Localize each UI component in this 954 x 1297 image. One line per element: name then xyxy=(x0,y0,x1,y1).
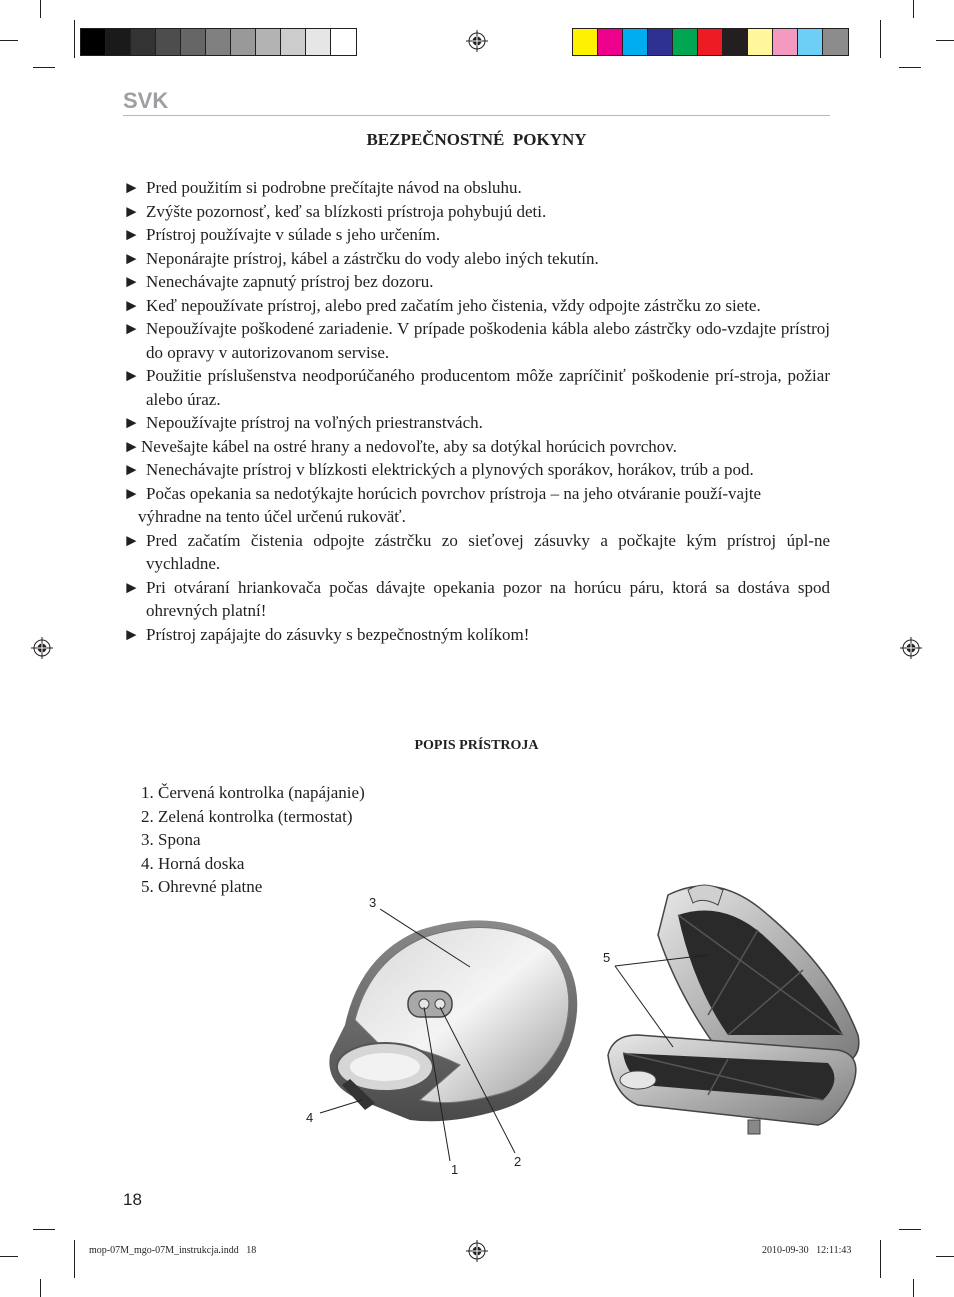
color-swatch xyxy=(573,29,598,55)
color-swatch xyxy=(748,29,773,55)
grayscale-color-bar xyxy=(80,28,357,56)
arrow-icon: ► xyxy=(123,319,140,338)
arrow-icon: ► xyxy=(123,366,140,385)
crop-mark xyxy=(913,0,914,18)
color-swatch xyxy=(623,29,648,55)
registration-mark-icon xyxy=(31,637,53,659)
list-item: 1. Červená kontrolka (napájanie) xyxy=(141,783,365,802)
color-swatch xyxy=(156,29,181,55)
safety-title: BEZPEČNOSTNÉ POKYNY xyxy=(366,130,587,149)
color-swatch xyxy=(131,29,156,55)
description-title: POPIS PRÍSTROJA xyxy=(414,738,539,753)
list-item: 5. Ohrevné platne xyxy=(141,877,263,896)
footer-file-name: mop-07M_mgo-07M_instrukcja.indd 18 xyxy=(89,1245,257,1256)
color-swatch xyxy=(723,29,748,55)
crop-mark xyxy=(899,67,921,68)
list-item: ► Použitie príslušenstva neodporúčaného producentom môže zapríčiniť poškodenie prí-stroja, požiar alebo úraz. xyxy=(123,366,830,409)
registration-mark-icon xyxy=(900,637,922,659)
arrow-icon: ► xyxy=(123,530,140,550)
crop-mark xyxy=(40,0,41,18)
callout-number-1: 1 xyxy=(451,1162,459,1177)
list-item: ► Pred začatím čistenia odpojte zástrčku zo sieťovej zásuvky a počkajte kým prístroj úpl-ne vychladne. xyxy=(123,530,830,573)
arrow-icon: ► xyxy=(123,624,140,644)
callout-number-4: 4 xyxy=(306,1110,314,1125)
color-swatch xyxy=(106,29,131,55)
arrow-icon: ► xyxy=(123,577,140,597)
list-item: ► Zvýšte pozornosť, keď sa blízkosti prístroja pohybujú deti. xyxy=(123,200,830,224)
list-item: ► Pri otváraní hriankovača počas dávajte opekania pozor na horúcu páru, ktorá sa dostáva spod ohrevných platní! xyxy=(123,577,830,620)
list-item: ► Nenechávajte prístroj v blízkosti elektrických a plynových sporákov, horákov, trúb a pod. xyxy=(123,458,830,482)
color-swatch xyxy=(698,29,723,55)
crop-mark xyxy=(0,1256,18,1257)
crop-mark xyxy=(899,1229,921,1230)
footer-timestamp: 2010-09-30 12:11:43 xyxy=(762,1245,852,1256)
list-item: 2. Zelená kontrolka (termostat) xyxy=(141,806,353,826)
arrow-icon: ► xyxy=(123,460,140,479)
crop-mark xyxy=(33,1229,55,1230)
arrow-icon: ► xyxy=(123,201,140,221)
list-item: ► Neponárajte prístroj, kábel a zástrčku do vody alebo iných tekutín. xyxy=(123,247,830,271)
list-item: ► Prístroj zapájajte do zásuvky s bezpečnostným kolíkom! xyxy=(123,623,830,647)
arrow-icon: ► xyxy=(123,483,140,503)
crop-mark xyxy=(74,1240,75,1278)
arrow-icon: ► xyxy=(123,436,140,456)
color-swatch xyxy=(823,29,848,55)
registration-mark-icon xyxy=(466,30,488,52)
list-item: ► Nepoužívajte prístroj na voľných priestranstvách. xyxy=(123,411,830,435)
crop-mark xyxy=(936,1256,954,1257)
page-number: 18 xyxy=(123,1190,142,1209)
list-item: 4. Horná doska xyxy=(141,853,245,873)
arrow-icon: ► xyxy=(123,225,140,244)
color-swatch xyxy=(281,29,306,55)
arrow-icon: ► xyxy=(123,272,140,291)
crop-mark xyxy=(33,67,55,68)
list-item: ► Nenechávajte zapnutý prístroj bez dozoru. xyxy=(123,270,830,294)
sandwich-maker-closed-illustration xyxy=(300,895,590,1185)
list-item: ► Nevešajte kábel na ostré hrany a nedovoľte, aby sa dotýkal horúcich povrchov. xyxy=(123,435,830,459)
arrow-icon: ► xyxy=(123,413,140,432)
registration-mark-icon xyxy=(466,1240,488,1262)
sandwich-maker-open-illustration xyxy=(598,875,868,1145)
color-swatch xyxy=(673,29,698,55)
list-item: ► Nepoužívajte poškodené zariadenie. V prípade poškodenia kábla alebo zástrčky odo-vzdajte prístroj do opravy v autorizovanom servise. xyxy=(123,319,830,362)
crop-mark xyxy=(880,1240,881,1278)
arrow-icon: ► xyxy=(123,295,140,315)
callout-number-2: 2 xyxy=(514,1154,522,1169)
process-color-bar xyxy=(572,28,849,56)
color-swatch xyxy=(798,29,823,55)
header-rule xyxy=(123,115,830,116)
color-swatch xyxy=(231,29,256,55)
color-swatch xyxy=(181,29,206,55)
list-item-continuation: výhradne na tento účel určenú rukoväť. xyxy=(138,507,406,526)
crop-mark xyxy=(936,40,954,41)
parts-list xyxy=(141,781,365,899)
color-swatch xyxy=(81,29,106,55)
crop-mark xyxy=(0,40,18,41)
callout-number-5: 5 xyxy=(603,950,611,965)
color-swatch xyxy=(773,29,798,55)
color-swatch xyxy=(206,29,231,55)
callout-number-3: 3 xyxy=(369,895,377,910)
color-swatch xyxy=(648,29,673,55)
list-item: ► Počas opekania sa nedotýkajte horúcich povrchov prístroja – na jeho otváranie použí-vajte xyxy=(123,482,830,506)
safety-list xyxy=(123,176,830,646)
callout-line-4 xyxy=(320,1100,362,1113)
list-item: ► Pred použitím si podrobne prečítajte návod na obsluhu. xyxy=(123,176,830,200)
list-item: ► Prístroj používajte v súlade s jeho určením. xyxy=(123,223,830,247)
color-swatch xyxy=(256,29,281,55)
crop-mark xyxy=(74,20,75,58)
arrow-icon: ► xyxy=(123,248,140,268)
color-swatch xyxy=(598,29,623,55)
arrow-icon: ► xyxy=(123,178,140,197)
color-swatch xyxy=(331,29,356,55)
list-item: 3. Spona xyxy=(141,830,201,849)
crop-mark xyxy=(880,20,881,58)
crop-mark xyxy=(40,1279,41,1297)
color-swatch xyxy=(306,29,331,55)
language-code: SVK xyxy=(123,88,169,113)
crop-mark xyxy=(913,1279,914,1297)
list-item: ► Keď nepoužívate prístroj, alebo pred začatím jeho čistenia, vždy odpojte zástrčku zo siete. xyxy=(123,294,830,318)
